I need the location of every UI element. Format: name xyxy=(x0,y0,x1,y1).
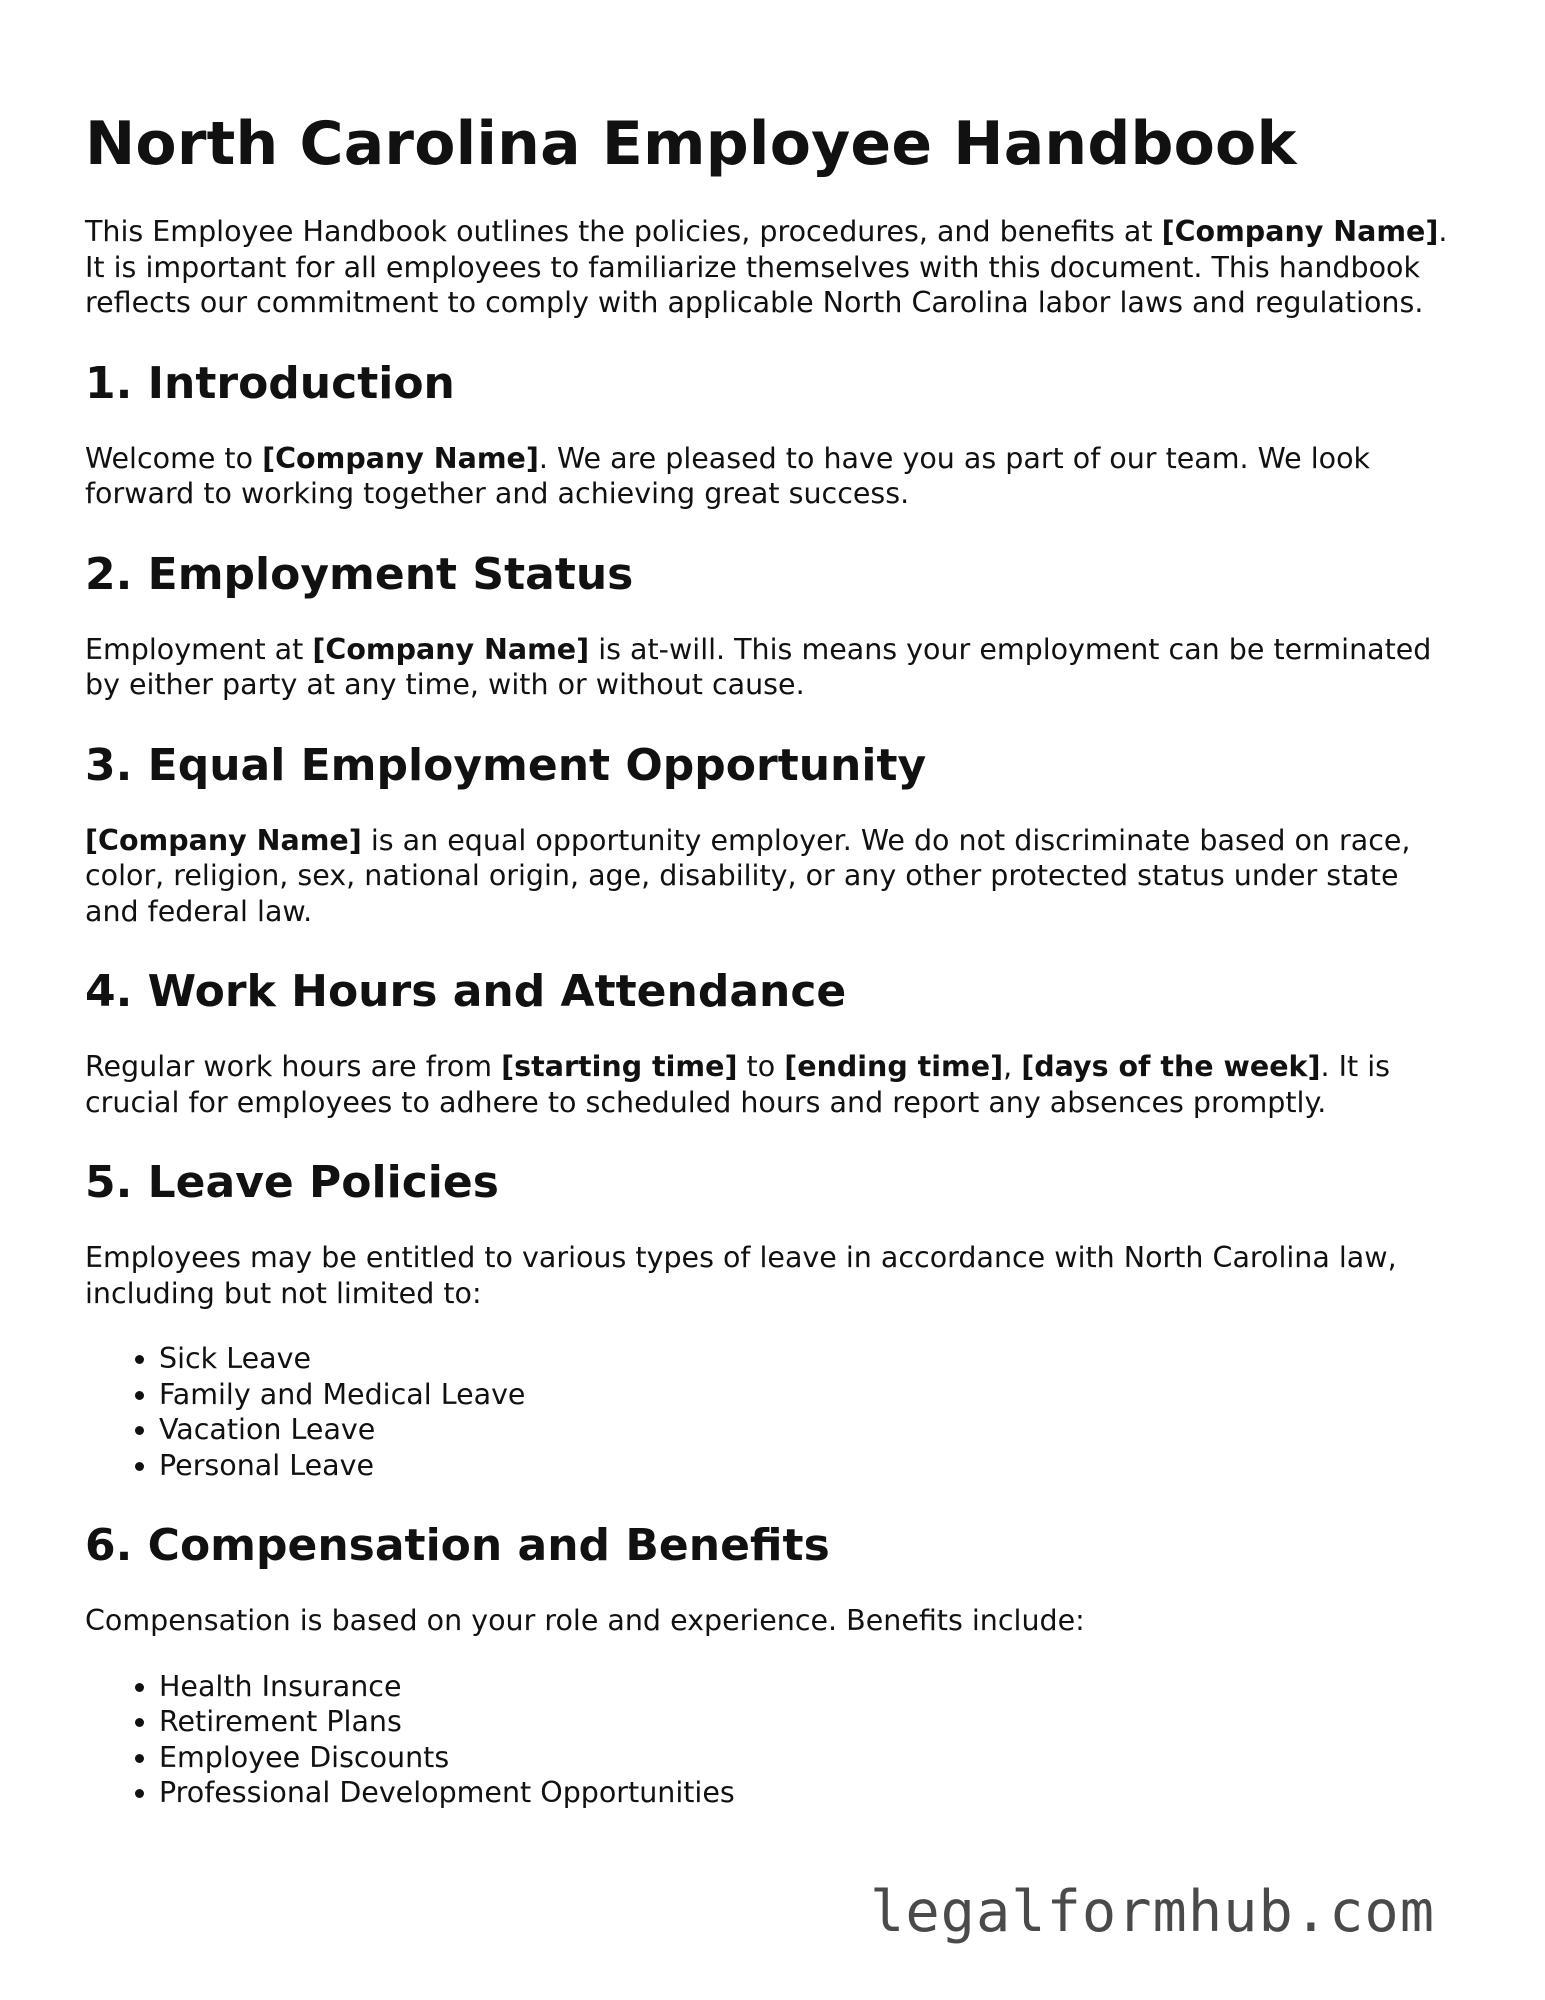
ending-time-placeholder: [ending time] xyxy=(784,1050,1004,1083)
page-title: North Carolina Employee Handbook xyxy=(85,109,1297,179)
list-item: • Employee Discounts xyxy=(159,1740,1460,1776)
company-name-placeholder: [Company Name] xyxy=(262,441,539,475)
section-text-leave-policies: Employees may be entitled to various types of leave in accordance with North Carolina law, including but not limited to: xyxy=(85,1241,1397,1310)
list-item: • Health Insurance xyxy=(159,1669,1460,1705)
list-item: • Sick Leave xyxy=(159,1341,1460,1377)
watermark: legalformhub.com xyxy=(870,1879,1436,1945)
company-name-placeholder: [Company Name] xyxy=(312,632,590,666)
section-heading-employment-status: 2. Employment Status xyxy=(85,548,634,600)
starting-time-placeholder: [starting time] xyxy=(501,1050,738,1083)
list-item: • Family and Medical Leave xyxy=(159,1377,1460,1413)
list-item: • Professional Development Opportunities xyxy=(159,1775,1460,1811)
section-heading-compensation: 6. Compensation and Benefits xyxy=(85,1520,830,1571)
section-heading-introduction: 1. Introduction xyxy=(85,357,455,409)
list-item: • Personal Leave xyxy=(159,1448,1460,1484)
benefits-list xyxy=(85,1669,1460,1811)
list-item: • Retirement Plans xyxy=(159,1704,1460,1740)
section-heading-work-hours: 4. Work Hours and Attendance xyxy=(85,966,847,1017)
section-text-compensation: Compensation is based on your role and experience. Benefits include: xyxy=(85,1604,1085,1637)
section-heading-equal-employment: 3. Equal Employment Opportunity xyxy=(85,739,927,791)
section-heading-leave-policies: 5. Leave Policies xyxy=(85,1157,499,1208)
intro-paragraph: This Employee Handbook outlines the policies, procedures, and benefits at [Company Name]. It is important for all employees to familiarize themselves with this document. This handbook reflects our commitment to comply with applicable North Carolina labor laws and regulations. xyxy=(85,215,1448,319)
days-of-week-placeholder: [days of the week] xyxy=(1021,1050,1321,1083)
document-page xyxy=(85,0,1460,1811)
section-text-introduction: Welcome to [Company Name]. We are pleased to have you as part of our team. We look forward to working together and achieving great success. xyxy=(85,441,1371,510)
section-text-work-hours: Regular work hours are from [starting time] to [ending time], [days of the week]. It is crucial for employees to adhere to scheduled hours and report any absences promptly. xyxy=(85,1050,1391,1119)
section-text-equal-employment: [Company Name] is an equal opportunity employer. We do not discriminate based on race, color, religion, sex, national origin, age, disability, or any other protected status under state and federal law. xyxy=(85,823,1411,928)
section-text-employment-status: Employment at [Company Name] is at-will. This means your employment can be terminated by either party at any time, with or without cause. xyxy=(85,632,1432,701)
company-name-placeholder: [Company Name] xyxy=(1161,215,1439,248)
leave-types-list xyxy=(85,1341,1460,1483)
list-item: • Vacation Leave xyxy=(159,1412,1460,1448)
company-name-placeholder: [Company Name] xyxy=(85,823,362,857)
